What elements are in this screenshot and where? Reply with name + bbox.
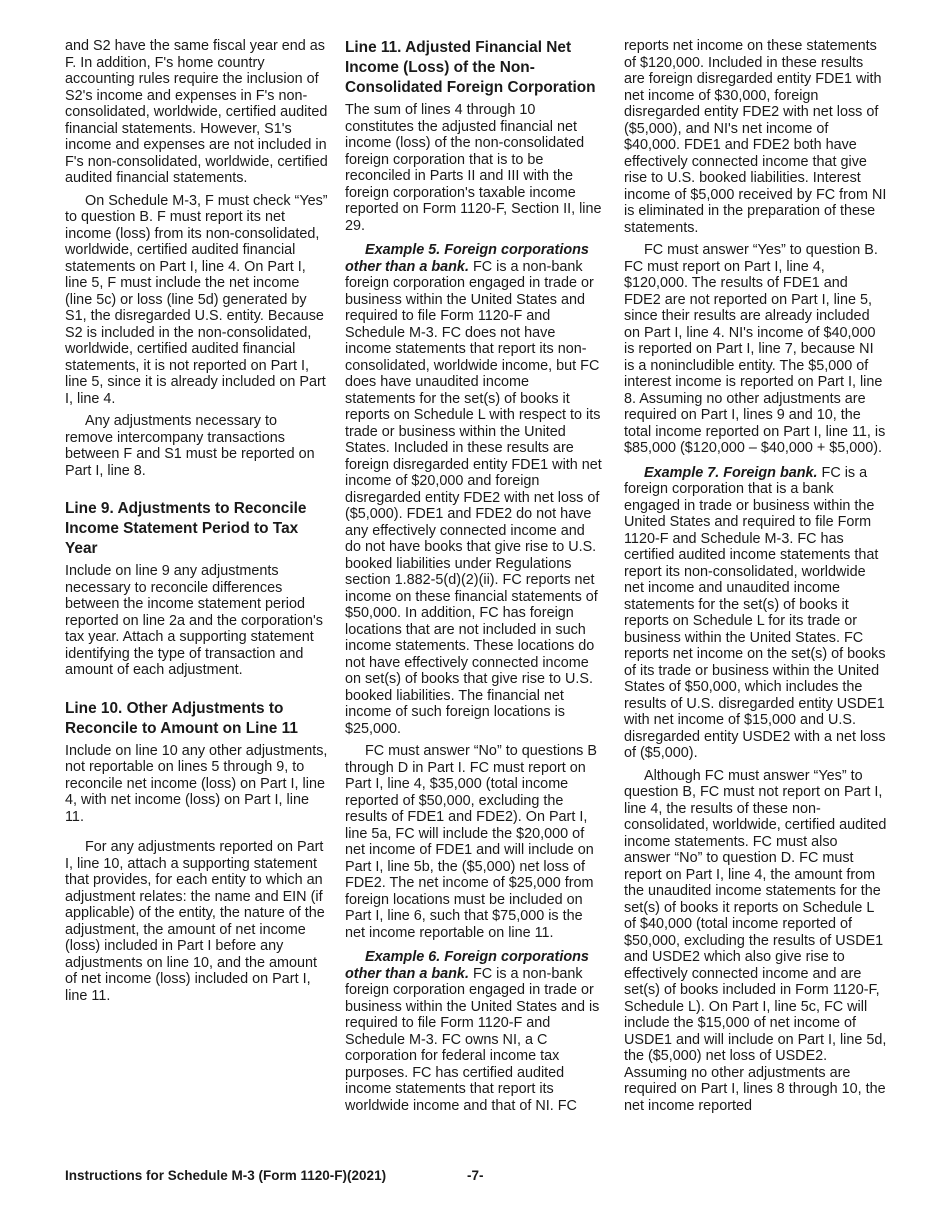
example-7 (624, 465, 887, 762)
example-title: Example 6. Foreign corporations other than a bank. (345, 949, 589, 982)
example-title: Example 7. Foreign bank. (644, 464, 818, 481)
example-text: FC is a foreign corporation that is a bank engaged in trade or business within the United States and required to file Form 1120-F and Schedule M-3. FC has certified audited income statements that report its non-consolidated, worldwide net income and unaudited income statements for the set(s) of books it reports on Schedule L for its trade or business within the United States. FC reports net income on the set(s) of books of its trade or business within the United States of $50,000, which includes the results of U.S. disregarded entity USDE1 with net income of $15,000 and U.S. disregarded entity USDE2 with a net loss of ($5,000). (624, 464, 886, 761)
column-middle (345, 38, 603, 1114)
section-heading-line-9: Line 9. Adjustments to Reconcile Income Statement Period to Tax Year (65, 500, 307, 557)
paragraph: and S2 have the same fiscal year end as F. In addition, F's home country accounting rules require the inclusion of S2's income and expenses in F's non-consolidated, worldwide, certified audited financial statements. However, S1's income and expenses are not included in F's non-consolidated, worldwide, certified audited financial statements. (65, 38, 328, 186)
page-footer (65, 1168, 605, 1183)
paragraph: Include on line 9 any adjustments necessary to reconcile differences between the income statement period reported on line 2a and the corporation's tax year. Attach a supporting statement identifying the type of transaction and amount of each adjustment. (65, 563, 323, 678)
footer-title: Instructions for Schedule M-3 (Form 1120-F)(2021) (65, 1168, 387, 1183)
paragraph: On Schedule M-3, F must check “Yes” to question B. F must report its net income (loss) from its non-consolidated, worldwide, certified audited financial statements on Part I, line 4. On Part I, line 5, F must include the net income (line 5c) or loss (line 5d) generated by S1, the disregarded U.S. entity. Because S2 is included in the non-consolidated, worldwide, certified audited financial statements, it is not reported on Part I, line 5, since it is already included on Part I, line 4. (65, 192, 328, 407)
paragraph: reports net income on these statements of $120,000. Included in these results are foreign disregarded entity FDE1 with net income of $30,000, foreign disregarded entity FDE2 with net loss of ($5,000), and NI's net income of $40,000. FDE1 and FDE2 both have effectively connected income that give rise to U.S. booked liabilities. Interest income of $5,000 received by FC from NI is eliminated in the preparation of these statements. (624, 38, 887, 236)
example-text: FC is a non-bank foreign corporation engaged in trade or business within the United States and required to file Form 1120-F and Schedule M-3. FC does not have income statements that report its non-consolidated, worldwide income, but FC does have unaudited income statements for the set(s) of books it reports on Schedule L with respect to its trade or business within the United States. Included in these results are foreign disregarded entity FDE1 with net income of $20,000 and foreign disregarded entity FDE2 with net loss of ($5,000). FDE1 and FDE2 do not have any effectively connected income and do not have books that give rise to U.S. booked liabilities under Regulations section 1.882-5(d)(2)(ii). FC reports net income on these financial statements of $50,000. In addition, FC has foreign locations that are not included in such income statements. These locations do not have effectively connected income on set(s) of books that give rise to U.S. booked liabilities. The financial net income of such foreign locations is $25,000. (345, 258, 602, 737)
paragraph: FC must answer “No” to questions B through D in Part I. FC must report on Part I, line 4, $35,000 (total income reported of $50,000, excluding the results of FDE1 and FDE2). On Part I, line 5a, FC will include the $20,000 of net income of FDE1 and will include on Part I, line 5b, the ($5,000) net loss of FDE2. The net income of $25,000 from foreign locations must be included on Part I, line 6, such that $75,000 is the net income reportable on line 11. (345, 743, 597, 941)
paragraph: For any adjustments reported on Part I, line 10, attach a supporting statement that provides, for each entity to which an adjustment relates: the name and EIN (if applicable) of the entity, the nature of the adjustment, the amount of net income (loss) included in Part I before any adjustments on line 10, and the amount of net income (loss) included on Part I, line 11. (65, 839, 325, 1004)
section-heading-line-11: Line 11. Adjusted Financial Net Income (Loss) of the Non-Consolidated Foreign Corporation (345, 39, 596, 96)
example-5 (345, 242, 603, 737)
paragraph: Although FC must answer “Yes” to question B, FC must not report on Part I, line 4, the results of these non-consolidated, worldwide, certified audited income statements. FC must also answer “No” to question D. FC must report on Part I, line 4, the amount from the unaudited income statements for the set(s) of books it reports on Schedule L of $40,000 (total income reported of $50,000, excluding the results of USDE1 and USDE2 which also give rise to effectively connected income and are set(s) of books included in Form 1120-F, Schedule L). On Part I, line 5c, FC will include the $15,000 of net income of USDE1 and will include on Part I, line 5d, the ($5,000) net loss of USDE2. Assuming no other adjustments are required on Part I, lines 8 through 10, the net income reported (624, 767, 887, 1114)
paragraph: Any adjustments necessary to remove intercompany transactions between F and S1 must be reported on Part I, line 8. (65, 413, 315, 479)
column-left (65, 38, 328, 1004)
section-heading-line-10: Line 10. Other Adjustments to Reconcile to Amount on Line 11 (65, 699, 298, 737)
column-right (624, 38, 887, 1114)
paragraph: Include on line 10 any other adjustments, not reportable on lines 5 through 9, to reconcile net income (loss) on Part I, line 4, with net income (loss) on Part I, line 11. (65, 742, 328, 825)
example-6 (345, 949, 603, 1114)
example-text: FC is a non-bank foreign corporation engaged in trade or business within the United States and is required to file Form 1120-F and Schedule M-3. FC owns NI, a C corporation for federal income tax purposes. FC has certified audited income statements that report its worldwide income and that of NI. FC (345, 965, 600, 1114)
paragraph: The sum of lines 4 through 10 constitutes the adjusted financial net income (loss) of the non-consolidated foreign corporation that is to be reconciled in Parts II and III with the foreign corporation's taxable income reported on Form 1120-F, Section II, line 29. (345, 102, 602, 234)
example-title: Example 5. Foreign corporations other than a bank. (345, 242, 589, 275)
page-number: -7- (467, 1168, 484, 1183)
paragraph: FC must answer “Yes” to question B. FC must report on Part I, line 4, $120,000. The results of FDE1 and FDE2 are not reported on Part I, line 5, since their results are already included on Part I, line 4. NI's income of $40,000 is reported on Part I, line 7, because NI is a nonincludible entity. The $5,000 of interest income is reported on Part I, line 8. Assuming no other adjustments are required on Part I, lines 9 and 10, the total income reported on Part I, line 11, is $85,000 ($120,000 – $40,000 + $5,000). (624, 242, 886, 456)
